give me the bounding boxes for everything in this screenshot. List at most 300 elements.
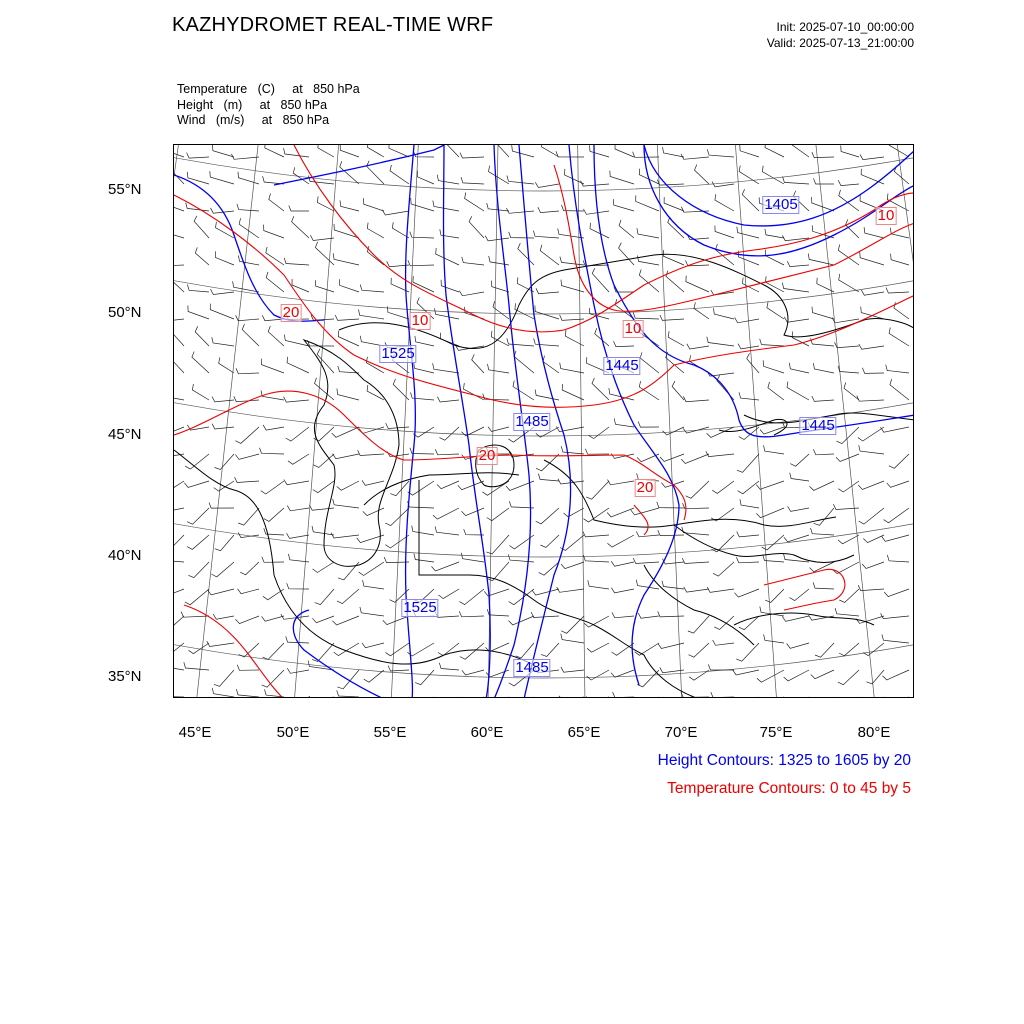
wind-barb — [284, 480, 309, 485]
wind-barb — [787, 643, 809, 648]
wind-barb — [268, 326, 284, 346]
wind-barb — [887, 481, 909, 487]
wind-barb — [210, 171, 234, 184]
wind-barb — [839, 274, 859, 292]
wind-barb — [440, 229, 459, 238]
wind-barb — [438, 589, 459, 599]
wind-barb — [435, 612, 459, 618]
wind-barb — [860, 697, 884, 698]
wind-barb — [560, 257, 584, 265]
wind-barb — [768, 382, 784, 400]
wind-barb — [364, 198, 385, 211]
wind-barb — [459, 611, 484, 617]
wind-barb — [212, 688, 234, 697]
wind-barb — [619, 243, 634, 265]
wind-barb — [233, 281, 259, 292]
wind-barb — [763, 360, 784, 373]
wind-barb — [309, 696, 334, 698]
lat-label-50: 50°N — [108, 304, 142, 321]
wind-barb — [556, 427, 584, 432]
wind-barb — [462, 257, 484, 265]
wind-barb — [734, 589, 759, 597]
wind-barb — [408, 501, 435, 508]
wind-barb — [866, 670, 884, 684]
wind-barb — [864, 227, 884, 238]
wind-barb — [782, 283, 809, 292]
wind-barb — [640, 352, 659, 373]
wind-barb — [662, 581, 684, 589]
wind-barb — [787, 261, 809, 266]
wind-barb — [382, 210, 409, 215]
wind-barb — [883, 670, 910, 680]
wind-barb — [509, 616, 535, 625]
wind-barb — [542, 145, 560, 157]
wind-barb — [790, 145, 809, 157]
wind-barb — [663, 427, 685, 435]
wind-barb — [513, 381, 534, 400]
wind-barb — [289, 206, 309, 212]
wind-barb — [488, 364, 510, 373]
wind-barb — [833, 504, 859, 509]
wind-barb — [638, 422, 659, 428]
wind-barb — [333, 499, 359, 508]
wind-barb — [263, 425, 284, 430]
wind-barb — [195, 247, 209, 265]
wind-barb — [541, 643, 559, 657]
wind-barb — [683, 503, 710, 509]
lon-label-50: 50°E — [276, 724, 310, 741]
wind-barb — [784, 697, 809, 698]
wind-barb — [340, 161, 359, 184]
wind-barb — [415, 336, 434, 346]
wind-barb — [433, 363, 459, 373]
wind-barb — [174, 660, 184, 670]
wind-barb — [366, 697, 384, 698]
wind-barb — [739, 392, 759, 400]
wind-barb — [187, 508, 209, 524]
field-height: Height (m) at 850 hPa — [177, 97, 328, 112]
wind-barb — [187, 153, 209, 159]
wind-barb — [237, 204, 259, 211]
wind-barb — [236, 689, 259, 697]
wind-barb — [812, 152, 834, 158]
wind-barb — [385, 697, 409, 698]
valid-time: Valid: 2025-07-13_21:00:00 — [766, 36, 914, 50]
wind-barb — [331, 533, 359, 538]
wind-barb — [312, 526, 334, 535]
wind-barb — [658, 643, 684, 649]
wind-barb — [362, 480, 384, 485]
wind-barb — [488, 427, 509, 432]
wind-barb — [413, 276, 434, 292]
wind-barb — [194, 216, 209, 238]
wind-barb — [859, 445, 884, 454]
wind-barb — [638, 613, 659, 618]
wind-barb — [836, 454, 859, 462]
wind-barb — [212, 337, 234, 346]
temperature-contour-label: 10 — [411, 312, 429, 329]
wind-barb — [435, 449, 459, 455]
lon-label-45: 45°E — [178, 724, 212, 741]
wind-barb — [681, 454, 709, 464]
wind-barb — [536, 288, 559, 293]
wind-barb — [310, 235, 334, 240]
wind-barb — [540, 245, 559, 265]
wind-barb — [631, 508, 659, 515]
wind-barb — [487, 508, 509, 521]
wind-barb — [215, 535, 234, 551]
wind-barb — [813, 582, 834, 589]
wind-barb — [713, 640, 734, 645]
wind-barb — [608, 535, 635, 547]
wind-barb — [736, 557, 759, 563]
wind-barb — [486, 535, 509, 554]
wind-barb — [237, 665, 259, 671]
wind-barb — [414, 554, 434, 562]
wind-barb — [882, 697, 909, 698]
wind-barb — [607, 508, 634, 517]
wind-barb — [882, 535, 909, 541]
wind-barb — [412, 697, 434, 698]
wind-barb — [835, 342, 860, 347]
wind-barb — [192, 384, 209, 400]
wind-barb — [760, 697, 784, 698]
wind-barb — [861, 307, 884, 319]
wind-barb — [269, 194, 284, 211]
wind-barb — [561, 280, 584, 292]
height-contour-label: 1405 — [764, 196, 798, 213]
wind-barb — [460, 153, 484, 158]
wind-barb — [535, 306, 559, 320]
wind-barb — [512, 145, 534, 157]
wind-barb — [695, 165, 710, 185]
wind-barb — [838, 481, 859, 492]
lat-label-40: 40°N — [108, 547, 142, 564]
temperature-contour-label: 10 — [624, 320, 642, 337]
wind-barb — [263, 176, 284, 184]
wind-barb — [383, 616, 409, 625]
wind-barb — [174, 261, 184, 267]
wind-barb — [187, 535, 209, 549]
wind-barb — [174, 508, 184, 513]
wind-barb — [790, 473, 809, 481]
wind-barb — [737, 454, 759, 472]
field-temperature: Temperature (C) at 850 hPa — [177, 82, 360, 96]
wind-barb — [684, 587, 709, 592]
wind-barb — [208, 589, 234, 595]
wind-barb — [636, 580, 659, 589]
wind-barb — [859, 344, 884, 349]
wind-barb — [787, 382, 809, 401]
wind-barb — [833, 562, 859, 574]
wind-barb — [287, 506, 309, 511]
wind-barb — [882, 635, 909, 644]
wind-barb — [287, 357, 309, 373]
wind-barb — [611, 588, 634, 593]
wind-barb — [533, 231, 559, 238]
wind-barb — [191, 697, 209, 698]
wind-barb — [236, 368, 259, 374]
wind-barb — [838, 670, 859, 685]
wind-barb — [408, 643, 435, 656]
wind-barb — [839, 589, 859, 603]
wind-barb — [733, 670, 759, 675]
wind-barb — [514, 351, 534, 373]
wind-barb — [583, 532, 609, 537]
wind-barb — [209, 503, 234, 509]
wind-barb — [538, 474, 559, 481]
wind-barb — [507, 338, 534, 346]
wind-barb — [664, 197, 684, 211]
wind-barb — [261, 359, 284, 373]
wind-barb — [287, 533, 310, 538]
wind-barb — [735, 318, 759, 323]
wind-barb — [889, 454, 909, 468]
wind-barb — [312, 616, 334, 623]
wind-barb — [338, 331, 359, 346]
wind-barb — [538, 207, 559, 212]
wind-barb — [359, 309, 385, 319]
wind-barb — [688, 616, 709, 633]
wind-barb — [615, 145, 634, 157]
wind-barb — [174, 616, 184, 629]
wind-barb — [432, 562, 460, 571]
wind-barb — [881, 613, 909, 618]
wind-barb — [738, 251, 759, 265]
wind-barb — [561, 616, 584, 633]
wind-barb — [334, 224, 359, 238]
wind-barb — [740, 499, 759, 508]
wind-barb — [189, 643, 210, 654]
wind-barb — [266, 247, 284, 265]
wind-barb — [584, 616, 609, 627]
wind-barb — [362, 643, 384, 648]
wind-barb — [266, 272, 284, 292]
wind-barb — [211, 562, 234, 577]
wind-barb — [660, 697, 684, 698]
wind-barb — [884, 589, 909, 597]
wind-barb — [658, 611, 684, 617]
wind-barb — [215, 251, 234, 265]
wind-barb — [762, 166, 784, 184]
wind-barb — [385, 508, 409, 526]
wind-barb — [367, 145, 384, 157]
wind-barb — [174, 391, 184, 400]
wind-barb — [261, 481, 284, 494]
wind-barb — [784, 554, 810, 562]
wind-barb — [636, 531, 659, 536]
height-legend: Height Contours: 1325 to 1605 by 20 — [657, 752, 911, 769]
wind-barb — [592, 378, 609, 400]
wind-barb — [174, 589, 184, 596]
wind-barb — [235, 427, 259, 443]
wind-barb — [508, 554, 534, 562]
wind-barb — [318, 145, 334, 157]
wind-barb — [315, 242, 334, 265]
wind-barb — [186, 203, 209, 211]
wind-barb — [360, 607, 384, 616]
wind-barb — [561, 562, 584, 569]
wind-barb — [739, 616, 759, 630]
wind-barb — [592, 268, 609, 292]
wind-barb — [174, 227, 184, 238]
wind-barb — [287, 668, 309, 673]
wind-barb — [174, 535, 184, 549]
wind-barb — [711, 692, 734, 698]
wind-barb — [636, 195, 659, 211]
wind-barb — [333, 253, 359, 265]
wind-barb — [174, 554, 184, 562]
lon-label-80: 80°E — [857, 724, 891, 741]
lat-label-45: 45°N — [108, 426, 142, 443]
wind-barb — [757, 670, 784, 682]
wind-barb — [764, 445, 785, 454]
wind-barb — [315, 589, 334, 605]
wind-barb — [838, 180, 859, 185]
wind-barb — [235, 454, 259, 459]
wind-barb — [214, 670, 234, 686]
wind-barb — [860, 154, 884, 159]
wind-barb — [313, 562, 334, 573]
wind-barb — [240, 562, 259, 575]
wind-barb — [789, 363, 809, 373]
wind-barb — [411, 198, 434, 211]
wind-barb — [462, 670, 484, 675]
wind-barb — [460, 643, 484, 659]
wind-barb — [681, 154, 709, 159]
wind-barb — [657, 502, 684, 508]
wind-barb — [588, 580, 609, 589]
wind-barb — [415, 670, 434, 685]
wind-barb — [660, 315, 684, 320]
wind-barb — [811, 528, 835, 535]
lon-label-65: 65°E — [567, 724, 601, 741]
wind-barb — [764, 634, 784, 643]
wind-barb — [174, 316, 184, 321]
wind-barb — [784, 670, 809, 681]
wind-barb — [611, 561, 634, 566]
wind-barb — [340, 145, 359, 157]
wind-barb — [507, 176, 534, 185]
wind-barb — [363, 580, 384, 589]
wind-barb — [459, 291, 484, 296]
wind-barb — [738, 481, 759, 494]
wind-barb — [809, 481, 834, 490]
wind-barb — [234, 396, 259, 401]
wind-barb — [187, 285, 209, 293]
wind-barb — [264, 225, 284, 238]
wind-barb — [707, 371, 734, 376]
wind-barb — [187, 425, 209, 430]
wind-barb — [472, 354, 484, 373]
wind-barb — [784, 535, 809, 542]
wind-barb — [437, 175, 459, 184]
lat-label-35: 35°N — [108, 668, 142, 685]
wind-barb — [333, 454, 359, 459]
wind-barb — [337, 481, 359, 490]
wind-barb — [765, 250, 784, 265]
wind-barb — [858, 427, 884, 441]
wind-barb — [441, 280, 459, 292]
wind-barb — [485, 236, 509, 241]
wind-barb — [713, 562, 734, 576]
wind-barb — [235, 616, 259, 624]
wind-barb — [561, 634, 584, 643]
wind-barb — [509, 232, 534, 238]
wind-barb — [815, 643, 834, 657]
wind-barb — [736, 643, 759, 661]
wind-barb — [663, 250, 684, 265]
wind-barb — [174, 145, 184, 157]
wind-barb — [489, 166, 510, 184]
wind-barb — [737, 532, 759, 537]
wind-barb — [767, 302, 784, 319]
wind-barb — [287, 583, 309, 589]
wind-barb — [788, 506, 809, 511]
temperature-contour-label: 20 — [636, 479, 654, 496]
wind-barb — [315, 280, 334, 292]
wind-barb — [188, 306, 209, 320]
wind-barb — [838, 366, 859, 373]
wind-barb — [188, 562, 209, 578]
wind-barb — [635, 643, 659, 655]
wind-barb — [881, 427, 910, 432]
wind-barb — [608, 480, 635, 485]
wind-barb — [587, 643, 609, 652]
wind-barb — [706, 451, 734, 456]
wind-barb — [712, 481, 734, 493]
wind-barb — [465, 193, 484, 212]
wind-barb — [536, 508, 559, 524]
wind-barb — [790, 589, 810, 601]
wind-barb — [839, 190, 859, 211]
wind-barb — [812, 396, 834, 401]
time-info — [767, 19, 914, 51]
wind-barb — [516, 643, 534, 658]
wind-barb — [506, 208, 534, 213]
wind-barb — [832, 318, 859, 323]
wind-barb — [262, 670, 284, 687]
wind-barb — [363, 508, 384, 516]
wind-barb — [385, 643, 409, 656]
wind-barb — [889, 145, 909, 157]
wind-barb — [174, 481, 184, 493]
wind-barb — [660, 454, 684, 462]
wind-barb — [215, 454, 234, 470]
wind-barb — [708, 664, 734, 670]
wind-barb — [884, 508, 910, 523]
wind-barb — [437, 397, 459, 402]
wind-barb — [814, 178, 835, 184]
wind-barb — [738, 344, 759, 349]
wind-barb — [783, 177, 809, 184]
wind-barb — [286, 427, 309, 441]
latitude-line — [174, 520, 914, 557]
wind-barb — [284, 397, 309, 402]
wind-barb — [332, 616, 359, 625]
wind-barb — [265, 145, 284, 157]
wind-barb — [887, 555, 909, 562]
wind-barb — [410, 232, 434, 238]
wind-barb — [639, 270, 659, 293]
wind-barb — [561, 446, 584, 454]
wind-barb — [672, 381, 684, 400]
wind-barb — [292, 216, 309, 238]
wind-barb — [740, 145, 759, 157]
wind-barb — [535, 390, 559, 401]
wind-barb — [707, 337, 734, 346]
wind-barb — [390, 165, 409, 184]
